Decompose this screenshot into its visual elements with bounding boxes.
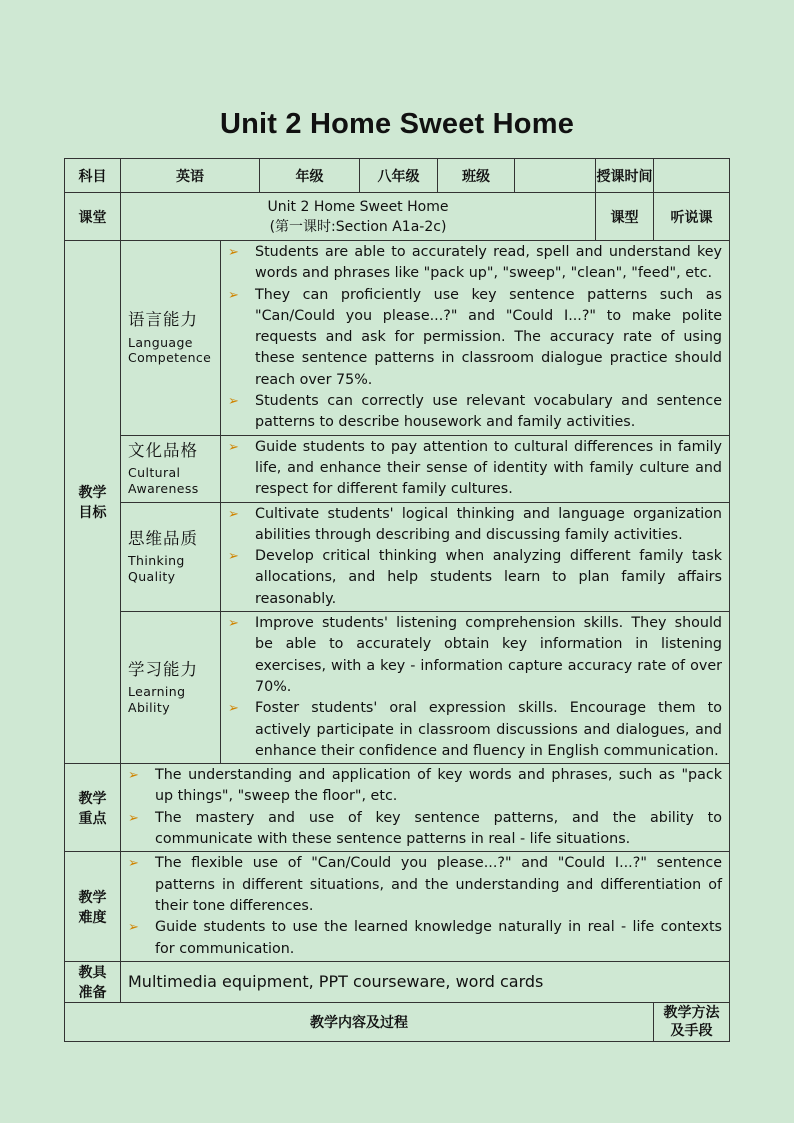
class-value[interactable] [515,159,596,193]
category-en [128,335,220,366]
category-en-line1: Language [128,334,193,350]
bullet-list [221,503,729,611]
objective-category-cultural [121,435,221,502]
list-item: ➢ The mastery and use of key sentence patterns, and the ability to communicate with these sentence patterns in real - life situations. [128,809,722,848]
category-en [128,684,220,715]
list-item: ➢ Students can correctly use relevant vocabulary and sentence patterns to describe housework and family activities. [228,393,722,431]
objectives-label [65,241,121,764]
lesson-type-label: 课型 [596,193,654,241]
category-en-line2: Competence [128,350,212,366]
category-en [128,553,220,584]
arrow-bullet-icon: ➢ [228,701,239,717]
subject-label: 科目 [65,159,121,193]
process-content-label: 教学内容及过程 [65,1002,654,1041]
category-en-line2: Quality [128,569,176,585]
time-label: 授课时间 [596,159,654,193]
arrow-bullet-icon: ➢ [128,856,139,872]
objective-points-thinking [221,502,730,611]
objective-category-language [121,241,221,436]
list-item: ➢ The flexible use of "Can/Could you please...?" and "Could I...?" sentence patterns in different situations, and the understanding and differentiation of their tone differences. [128,855,722,914]
arrow-bullet-icon: ➢ [228,506,239,522]
arrow-bullet-icon: ➢ [228,439,239,455]
category-cn: 文化品格 [128,440,198,460]
list-item: ➢ Guide students to pay attention to cultural differences in family life, and enhance their sense of identity with family culture and respect for different family cultures. [228,438,722,498]
category-cn: 学习能力 [128,659,198,679]
category-en-line2: Awareness [128,480,199,496]
list-item: ➢ Improve students' listening comprehension skills. They should be able to accurately obtain key information in listening exercises, with a key - information capture accuracy rate of over 70%. [228,615,722,695]
objectives-label-line1: 教学 [78,485,107,502]
list-item: ➢ They can proficiently use key sentence patterns such as "Can/Could you please...?" and "Could I...?" to make polite requests and ask for permission. The accuracy rate of using these sentence patterns in classroom dialogue practice should reach over 75%. [228,286,722,388]
list-item: ➢ Guide students to use the learned knowledge naturally in real - life contexts for communication. [128,919,722,957]
arrow-bullet-icon: ➢ [228,549,239,565]
list-item: ➢ Students are able to accurately read, spell and understand key words and phrases like "pack up", "sweep", "clean", "feed", etc. [228,244,722,282]
arrow-bullet-icon: ➢ [228,394,239,410]
objectives-label-line2: 目标 [78,505,107,522]
objective-category-thinking [121,502,221,611]
time-value[interactable] [654,159,730,193]
lesson-title [121,193,596,241]
arrow-bullet-icon: ➢ [128,920,139,936]
lesson-plan-table [64,158,730,1042]
bullet-list [121,852,729,960]
lesson-title-line1: Unit 2 Home Sweet Home [267,198,449,215]
arrow-bullet-icon: ➢ [228,616,239,632]
difficulties-content [121,852,730,961]
grade-value: 八年级 [360,159,438,193]
objective-points-learning [221,612,730,764]
category-en-line1: Cultural [128,465,181,481]
category-cn: 语言能力 [128,309,198,329]
grade-label: 年级 [260,159,360,193]
category-cn: 思维品质 [128,528,198,548]
class-label: 班级 [438,159,515,193]
arrow-bullet-icon: ➢ [128,810,139,826]
arrow-bullet-icon: ➢ [228,287,239,303]
objective-points-language [221,241,730,436]
list-item: ➢ Develop critical thinking when analyzing different family task allocations, and help students learn to plan family affairs reasonably. [228,548,722,607]
bullet-list [221,612,729,763]
category-en-line1: Thinking [128,553,185,569]
materials-label: 教具 准备 [65,961,121,1002]
category-en-line1: Learning [128,684,186,700]
page-title: Unit 2 Home Sweet Home [219,108,575,140]
arrow-bullet-icon: ➢ [128,768,139,784]
bullet-list [221,241,729,435]
materials-value: Multimedia equipment, PPT courseware, word cards [121,961,730,1002]
lesson-title-line2: (第一课时:Section A1a-2c) [269,218,447,235]
lesson-label: 课堂 [65,193,121,241]
category-en [128,465,220,496]
list-item: ➢ The understanding and application of key words and phrases, such as "pack up things", "sweep the floor", etc. [128,767,722,805]
arrow-bullet-icon: ➢ [228,245,239,260]
objective-category-learning [121,612,221,764]
difficulties-label: 教学 难度 [65,852,121,961]
bullet-list [121,764,729,851]
objective-points-cultural [221,435,730,502]
bullet-list [221,436,729,502]
list-item: ➢ Foster students' oral expression skills. Encourage them to actively participate in classroom discussions and dialogues, and enhance their confidence and fluency in English communication. [228,700,722,759]
list-item: ➢ Cultivate students' logical thinking and language organization abilities through describing and discussing family activities. [228,505,722,543]
lesson-type-value: 听说课 [654,193,730,241]
key-points-label: 教学 重点 [65,764,121,852]
key-points-content [121,764,730,852]
category-en-line2: Ability [128,699,171,715]
process-method-label: 教学方法 及手段 [654,1002,730,1041]
subject-value: 英语 [121,159,260,193]
